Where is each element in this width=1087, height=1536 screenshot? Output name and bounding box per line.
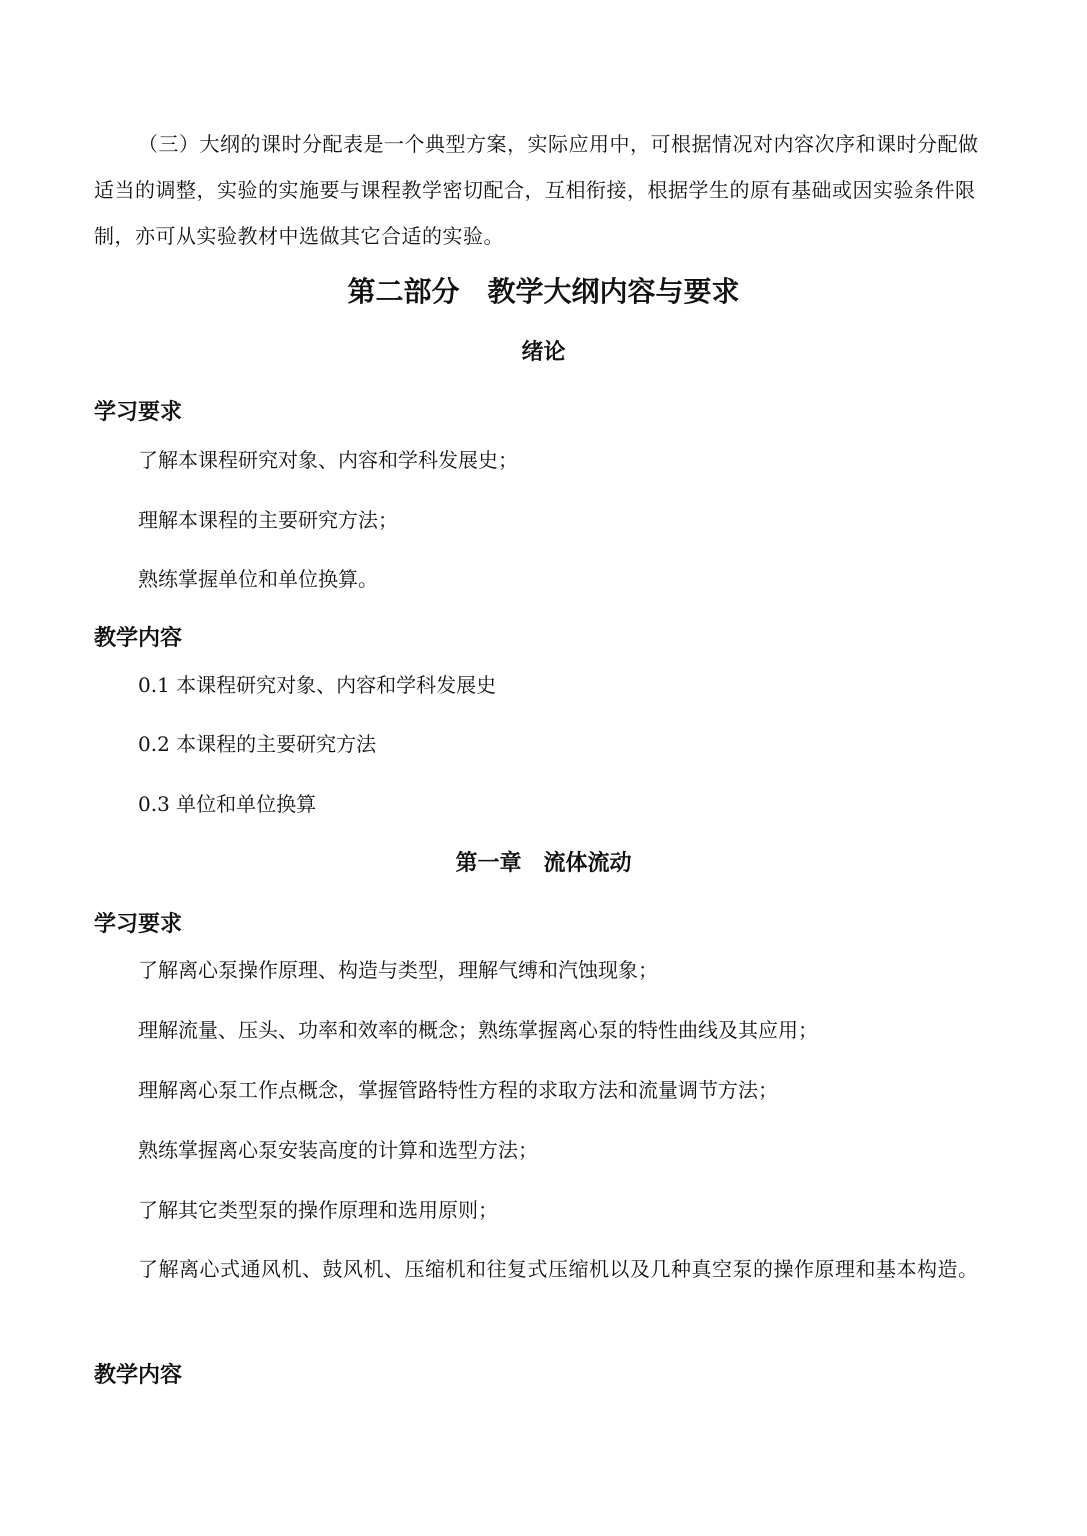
chapter1-requirement-item: 理解流量、压头、功率和效率的概念；熟练掌握离心泵的特性曲线及其应用； — [138, 1018, 818, 1042]
chapter1-requirement-item: 熟练掌握离心泵安装高度的计算和选型方法； — [138, 1138, 538, 1162]
chapter1-title: 第一章 流体流动 — [455, 851, 632, 876]
intro-content-item: 0.2 本课程的主要研究方法 — [138, 732, 377, 756]
part-title: 第二部分 教学大纲内容与要求 — [347, 275, 740, 308]
intro-requirement-item: 熟练掌握单位和单位换算。 — [138, 567, 378, 591]
chapter1-requirement-item: 了解其它类型泵的操作原理和选用原则； — [138, 1198, 498, 1222]
intro-content-item: 0.3 单位和单位换算 — [138, 792, 317, 816]
intro-requirement-item: 了解本课程研究对象、内容和学科发展史； — [138, 448, 518, 472]
chapter1-requirement-item: 理解离心泵工作点概念，掌握管路特性方程的求取方法和流量调节方法； — [138, 1078, 778, 1102]
intro-content-heading: 教学内容 — [94, 626, 183, 651]
intro-content-item: 0.1 本课程研究对象、内容和学科发展史 — [138, 673, 497, 697]
intro-requirements-heading: 学习要求 — [94, 400, 183, 425]
intro-paragraph: （三）大纲的课时分配表是一个典型方案，实际应用中，可根据情况对内容次序和课时分配做适当的调整，实验的实施要与课程教学密切配合，互相衔接，根据学生的原有基础或因实验条件限制，亦可从实验教材中选做其它合适的实验。 — [94, 132, 979, 248]
chapter1-content-heading: 教学内容 — [94, 1363, 183, 1388]
intro-requirement-item: 理解本课程的主要研究方法； — [138, 508, 398, 532]
chapter1-requirement-item: 了解离心泵操作原理、构造与类型，理解气缚和汽蚀现象； — [138, 958, 658, 982]
chapter1-requirements-heading: 学习要求 — [94, 912, 183, 937]
intro-section-title: 绪论 — [521, 340, 566, 365]
chapter1-requirement-item: 了解离心式通风机、鼓风机、压缩机和往复式压缩机以及几种真空泵的操作原理和基本构造。 — [138, 1257, 979, 1281]
